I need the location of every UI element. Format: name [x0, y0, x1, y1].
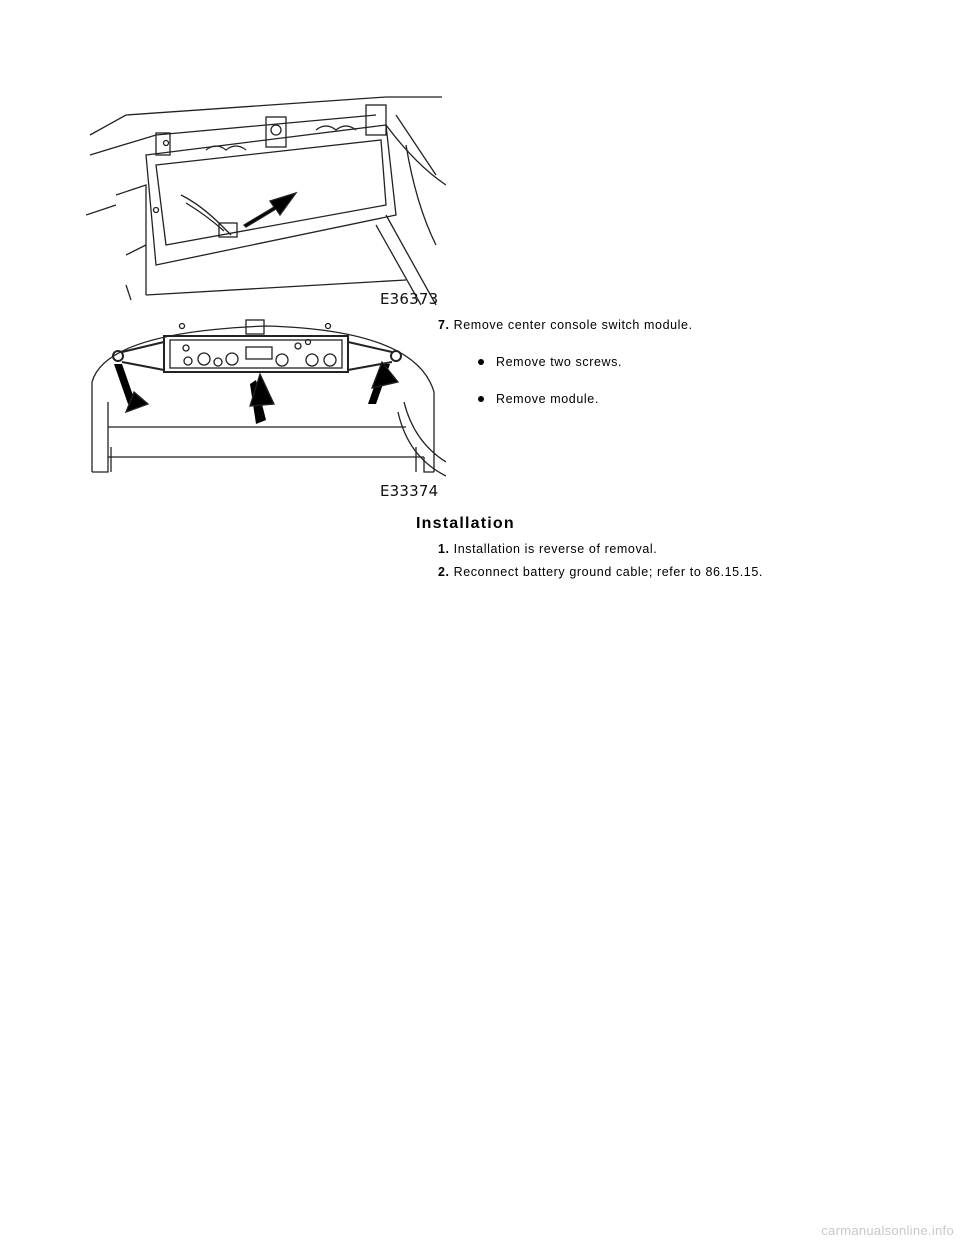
figure-switch-module: [86, 312, 446, 477]
bullet-icon: [478, 359, 484, 365]
step-7-bullet: [478, 355, 622, 369]
step-number: 2.: [438, 565, 450, 579]
figure-code: E36373: [380, 290, 439, 308]
bullet-text: Remove module.: [496, 392, 599, 406]
watermark: carmanualsonline.info: [821, 1223, 954, 1238]
installation-step-1: [438, 542, 657, 556]
step-text: Reconnect battery ground cable; refer to 86.15.15.: [453, 565, 763, 579]
figure-connector-removal: [86, 95, 446, 305]
step-number: 7.: [438, 318, 450, 332]
step-7: [438, 318, 693, 332]
section-heading-installation: Installation: [416, 515, 515, 532]
step-number: 1.: [438, 542, 450, 556]
step-text: Remove center console switch module.: [453, 318, 693, 332]
bullet-text: Remove two screws.: [496, 355, 623, 369]
step-text: Installation is reverse of removal.: [453, 542, 658, 556]
bullet-icon: [478, 396, 484, 402]
step-7-bullet: [478, 392, 599, 406]
installation-step-2: [438, 565, 763, 579]
figure-code: E33374: [380, 482, 439, 500]
